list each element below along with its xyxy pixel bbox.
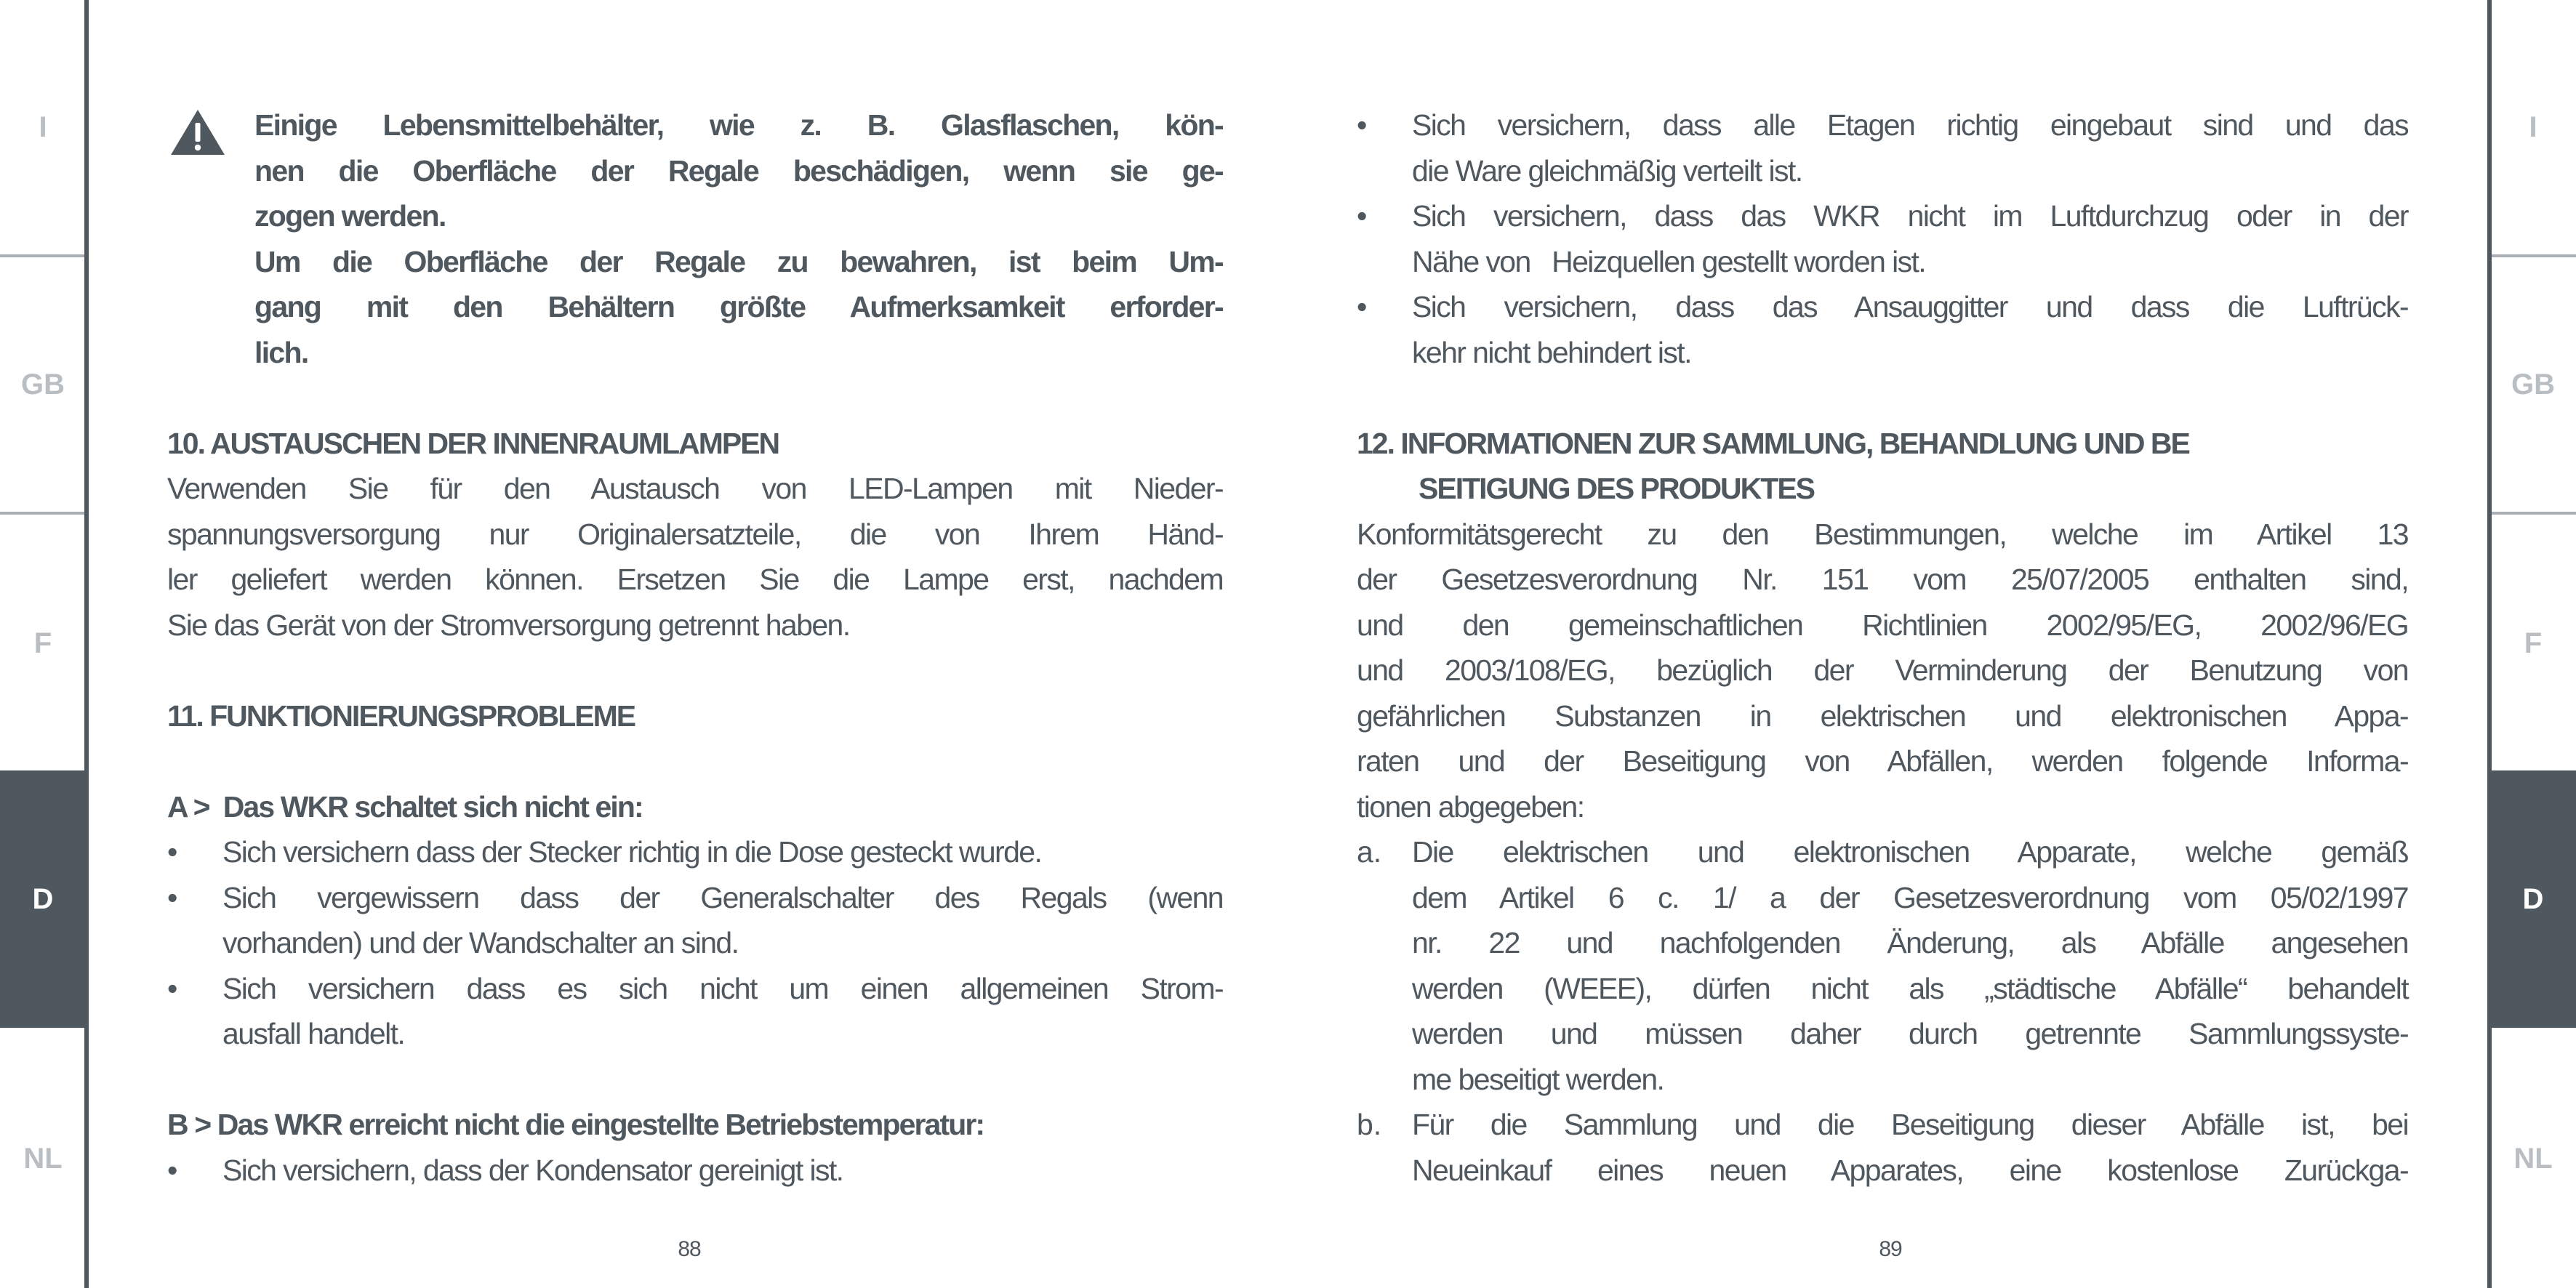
bullet-icon: • [167, 971, 178, 1005]
subsection-a-heading: A > Das WKR schaltet sich nicht ein: [167, 789, 643, 824]
tab-label: F [2524, 627, 2543, 659]
section-heading: 12. INFORMATIONEN ZUR SAMMLUNG, BEHANDLUNG UND BE [1357, 426, 2189, 460]
bullet-icon: • [167, 880, 178, 914]
paragraph-line: raten und der Beseitigung von Abfällen, werden folgende Informa- [1357, 744, 2408, 778]
bullet-icon: • [167, 1153, 178, 1187]
language-tab-f[interactable] [2490, 515, 2576, 772]
bullet-item [1357, 193, 2408, 284]
spacer [167, 648, 1223, 693]
tab-label: GB [21, 368, 65, 401]
language-tab-i[interactable] [2490, 0, 2576, 257]
bullet-icon: • [1357, 108, 1368, 142]
tab-label: D [32, 882, 54, 915]
bullet-line: Sich vergewissern dass der Generalschalter des Regals (wenn [222, 880, 1223, 914]
language-tab-nl[interactable] [2490, 1030, 2576, 1287]
list-line: Für die Sammlung und die Beseitigung dieser Abfälle ist, bei [1412, 1108, 2408, 1141]
subsection-b-heading: B > Das WKR erreicht nicht die eingestellte Betriebstemperatur: [167, 1108, 984, 1141]
bullet-item [1357, 102, 2408, 193]
tab-label: D [2522, 882, 2544, 915]
list-line: nr. 22 und nachfolgenden Änderung, als Abfälle angesehen [1412, 926, 2408, 959]
bullet-line: Sich versichern dass es sich nicht um einen allgemeinen Strom- [222, 971, 1223, 1005]
warning-line: lich. [254, 335, 308, 369]
bullet-icon: • [167, 835, 178, 869]
warning-triangle-icon [169, 108, 226, 156]
bullet-line: die Ware gleichmäßig verteilt ist. [1412, 153, 1802, 188]
tab-label: F [33, 627, 52, 659]
paragraph-line: und 2003/108/EG, bezüglich der Verminderung der Benutzung von [1357, 653, 2408, 687]
tab-label: I [39, 110, 47, 143]
spacer [1357, 375, 2408, 421]
paragraph-line: und den gemeinschaftlichen Richtlinien 2002/95/EG, 2002/96/EG [1357, 608, 2408, 642]
paragraph-line: Sie das Gerät von der Stromversorgung getrennt haben. [167, 608, 850, 642]
paragraph-line: tionen abgegeben: [1357, 789, 1584, 824]
bullet-line: Sich versichern dass der Stecker richtig in die Dose gesteckt wurde. [222, 835, 1042, 869]
section-heading: SEITIGUNG DES PRODUKTES [1419, 472, 1815, 505]
bullet-line: Sich versichern, dass das Ansauggitter und dass die Luftrück- [1412, 290, 2408, 323]
page-edge-line-left [84, 0, 89, 1288]
list-line: werden und müssen daher durch getrennte Sammlungssyste- [1412, 1017, 2408, 1050]
language-tab-nl[interactable] [0, 1030, 86, 1287]
spacer [167, 738, 1223, 784]
page-number: 89 [1879, 1237, 1902, 1261]
bullet-item [167, 875, 1223, 966]
section-heading: 11. FUNKTIONIERUNGSPROBLEME [167, 699, 635, 733]
tab-label: NL [2513, 1142, 2553, 1175]
paragraph-line: der Gesetzesverordnung Nr. 151 vom 25/07/2005 enthalten sind, [1357, 563, 2408, 596]
warning-note [167, 102, 1223, 375]
bullet-line: ausfall handelt. [222, 1017, 405, 1050]
bullet-icon: • [1357, 290, 1368, 323]
warning-line: Einige Lebensmittelbehälter, wie z. B. Glasflaschen, kön- [254, 108, 1223, 142]
bullet-item [167, 1148, 1223, 1194]
language-tab-d[interactable] [0, 770, 86, 1028]
left-page-content [167, 102, 1223, 1193]
section-11 [167, 693, 1223, 739]
warning-line: zogen werden. [254, 199, 446, 233]
list-line: werden (WEEE), dürfen nicht als „städtische Abfälle“ behandelt [1412, 971, 2408, 1005]
bullet-item [167, 966, 1223, 1057]
warning-line: nen die Oberfläche der Regale beschädigen, wenn sie ge- [254, 153, 1223, 188]
paragraph-line: ler geliefert werden können. Ersetzen Sie die Lampe erst, nachdem [167, 563, 1223, 596]
tab-label: NL [23, 1142, 63, 1175]
language-tabs-left [0, 0, 86, 1288]
bullet-line: Sich versichern, dass alle Etagen richtig eingebaut sind und das [1412, 108, 2408, 142]
paragraph-line: Verwenden Sie für den Austausch von LED-Lampen mit Nieder- [167, 472, 1223, 505]
list-item-b [1357, 1102, 2408, 1193]
list-line: dem Artikel 6 c. 1/ a der Gesetzesverordnung vom 05/02/1997 [1412, 880, 2408, 914]
page-number: 88 [678, 1237, 701, 1261]
list-line: Neueinkauf eines neuen Apparates, eine kostenlose Zurückga- [1412, 1153, 2408, 1187]
list-line: Die elektrischen und elektronischen Apparate, welche gemäß [1412, 835, 2408, 869]
bullet-line: Nähe von Heizquellen gestellt worden ist. [1412, 244, 1926, 278]
bullet-line: Sich versichern, dass das WKR nicht im Luftdurchzug oder in der [1412, 199, 2408, 233]
bullet-icon: • [1357, 199, 1368, 233]
bullet-item [1357, 284, 2408, 375]
section-12 [1357, 421, 2408, 512]
paragraph-line: gefährlichen Substanzen in elektrischen und elektronischen Appa- [1357, 699, 2408, 733]
right-page-content [1357, 102, 2408, 1193]
tab-label: GB [2511, 368, 2555, 401]
spacer [167, 1057, 1223, 1103]
language-tab-f[interactable] [0, 515, 86, 772]
spacer [167, 375, 1223, 421]
section-heading: 10. AUSTAUSCHEN DER INNENRAUMLAMPEN [167, 426, 779, 460]
language-tab-gb[interactable] [2490, 257, 2576, 515]
list-marker: a. [1357, 835, 1382, 869]
tab-label: I [2529, 110, 2537, 143]
page-edge-line-right [2487, 0, 2492, 1288]
warning-line: gang mit den Behältern größte Aufmerksamkeit erforder- [254, 290, 1223, 323]
list-item-a [1357, 829, 2408, 1102]
bullet-line: vorhanden) und der Wandschalter an sind. [222, 926, 739, 959]
list-marker: b. [1357, 1108, 1382, 1141]
paragraph-line: Konformitätsgerecht zu den Bestimmungen, welche im Artikel 13 [1357, 517, 2408, 551]
bullet-line: Sich versichern, dass der Kondensator gereinigt ist. [222, 1153, 843, 1187]
language-tabs-right [2490, 0, 2576, 1288]
list-line: me beseitigt werden. [1412, 1062, 1664, 1096]
bullet-line: kehr nicht behindert ist. [1412, 335, 1691, 369]
language-tab-d[interactable] [2490, 770, 2576, 1028]
bullet-item [167, 829, 1223, 875]
paragraph-line: spannungsversorgung nur Originalersatzteile, die von Ihrem Händ- [167, 517, 1223, 551]
language-tab-gb[interactable] [0, 257, 86, 515]
section-10 [167, 421, 1223, 467]
language-tab-i[interactable] [0, 0, 86, 257]
warning-line: Um die Oberfläche der Regale zu bewahren, ist beim Um- [254, 244, 1223, 278]
